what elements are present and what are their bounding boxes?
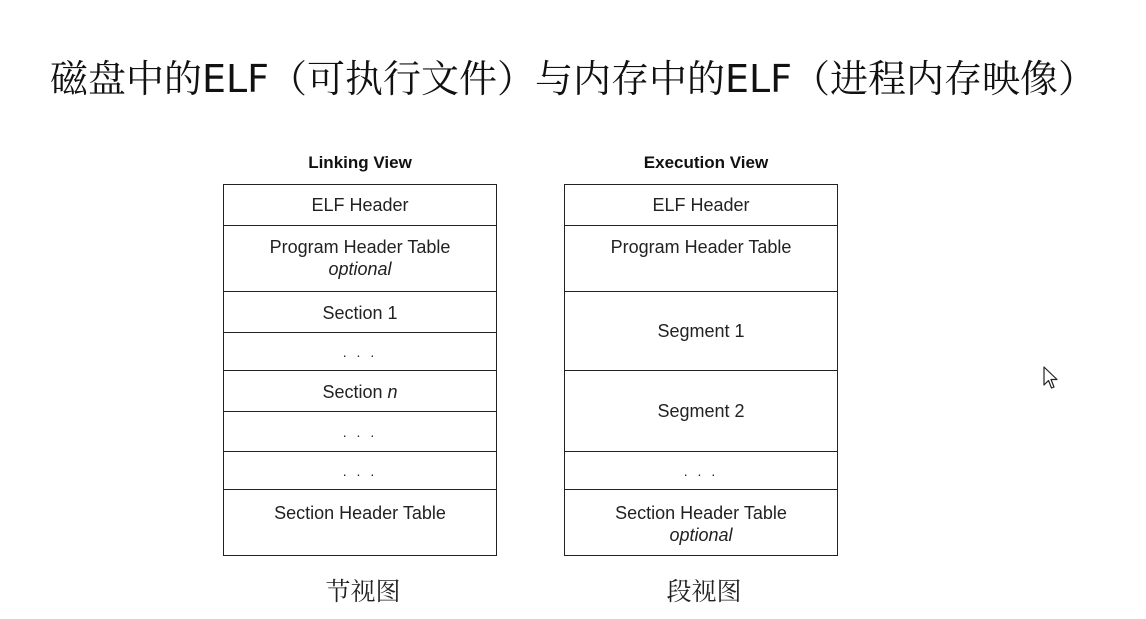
linking-row-note: optional: [328, 259, 392, 279]
execution-row-ellipsis: [565, 451, 837, 489]
linking-view-heading: Linking View: [308, 153, 412, 172]
linking-row-elf-header: [224, 185, 496, 225]
execution-row-note: optional: [669, 525, 733, 545]
execution-row-segment-1: [565, 291, 837, 370]
execution-row-section-header-table: [565, 489, 837, 557]
execution-view-caption: 段视图: [666, 577, 742, 606]
linking-row-section-n: [224, 370, 496, 411]
execution-row-label: Segment 1: [657, 321, 745, 341]
execution-view-diagram: [564, 184, 838, 556]
ellipsis-text: . . .: [342, 343, 378, 360]
execution-row-label: Segment 2: [657, 401, 745, 421]
execution-row-program-header-table: [565, 225, 837, 291]
section-n-italic: n: [387, 382, 398, 402]
mouse-pointer-icon: [1043, 366, 1059, 390]
linking-row-section-header-table: [224, 489, 496, 557]
linking-row-program-header-table: [224, 225, 496, 291]
linking-row-label: Section 1: [322, 303, 398, 323]
ellipsis-text: . . .: [342, 423, 378, 440]
linking-view-caption: 节视图: [325, 577, 401, 606]
linking-view-diagram: [223, 184, 497, 556]
slide-title: 磁盘中的ELF（可执行文件）与内存中的ELF（进程内存映像）: [49, 57, 1097, 101]
execution-row-label: Program Header Table: [610, 237, 792, 257]
linking-row-ellipsis: [224, 411, 496, 451]
execution-row-label: ELF Header: [652, 195, 750, 215]
execution-row-elf-header: [565, 185, 837, 225]
linking-row-label: [322, 381, 397, 403]
linking-row-label: Section Header Table: [274, 503, 446, 523]
linking-row-label: ELF Header: [311, 195, 409, 215]
ellipsis-text: . . .: [683, 462, 719, 479]
execution-view-heading: Execution View: [643, 153, 769, 172]
ellipsis-text: . . .: [342, 462, 378, 479]
execution-row-segment-2: [565, 370, 837, 451]
linking-row-label: Program Header Table: [269, 237, 451, 257]
linking-row-ellipsis: [224, 451, 496, 489]
execution-row-label: Section Header Table: [615, 503, 787, 523]
linking-row-section-1: [224, 291, 496, 332]
section-n-prefix: Section: [322, 382, 388, 402]
linking-row-ellipsis: [224, 332, 496, 370]
